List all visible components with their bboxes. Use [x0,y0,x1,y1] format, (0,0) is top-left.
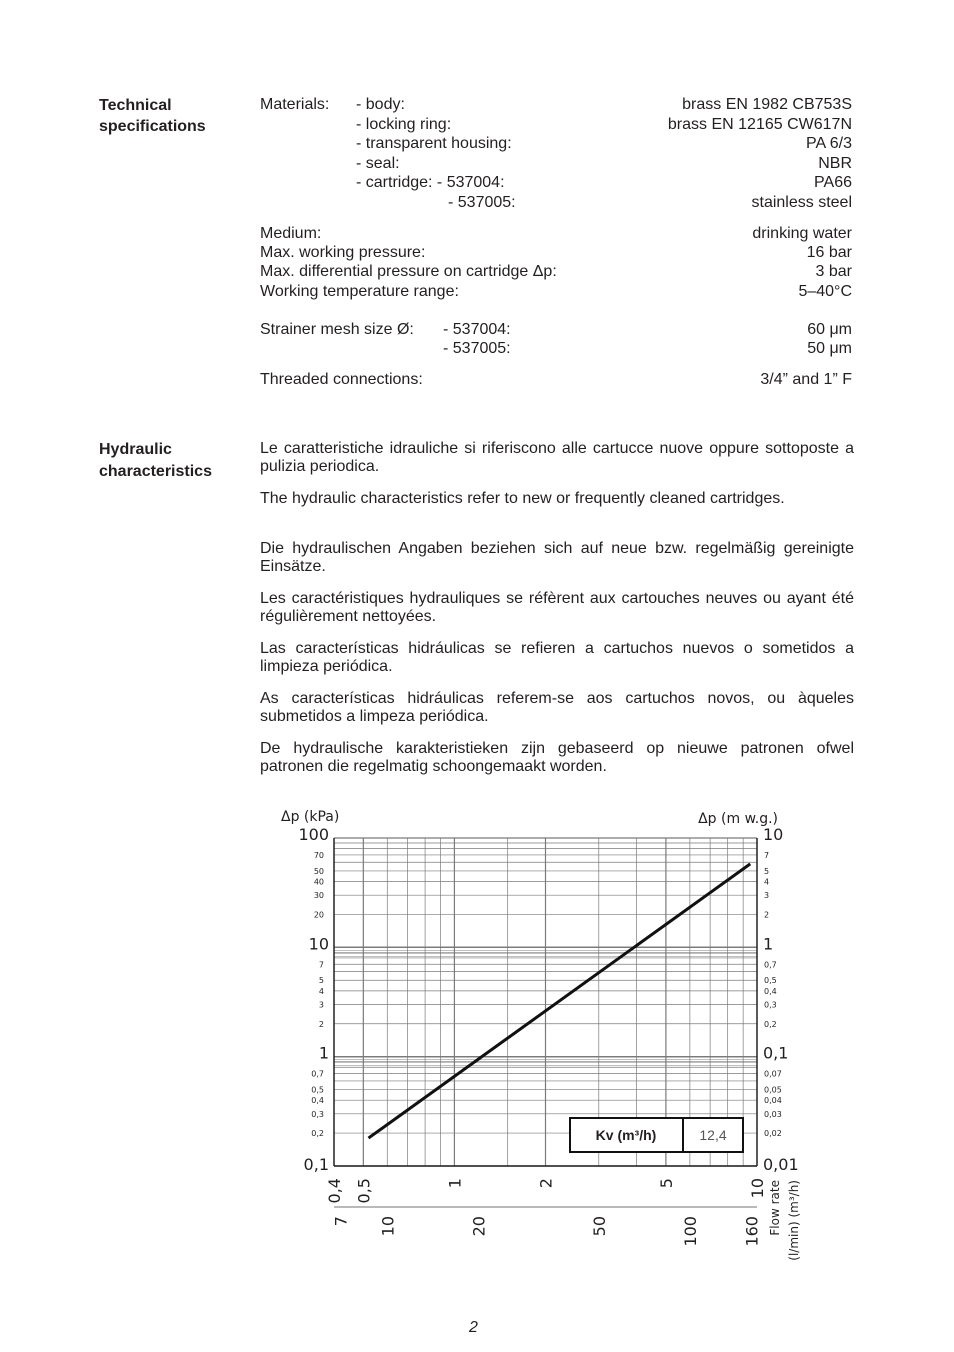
left-axis-title: Δp (kPa) [281,809,340,825]
param-value: 3 bar [815,263,852,280]
left-minor-tick-label: 70 [313,850,324,860]
left-minor-tick-label: 50 [313,866,324,876]
paragraph-italian: Le caratteristiche idrauliche si riferiscono alle cartucce nuove oppure sottoposte a pulizia periodica. [260,440,854,475]
left-major-tick-label: 100 [298,825,329,844]
x-tick-label-lmin: 50 [589,1216,609,1237]
paragraph-french: Les caractéristiques hydrauliques se réfèrent aux cartouches neuves ou ayant été régulièrement nettoyées. [260,590,854,625]
left-minor-tick-label: 0,2 [311,1129,324,1139]
param-value: drinking water [752,225,852,242]
materials-label: Materials: [260,96,330,113]
material-label: - locking ring: [356,116,452,133]
left-minor-tick-label: 0,4 [311,1096,324,1106]
right-minor-tick-label: 5 [764,866,770,876]
material-value: stainless steel [751,194,852,211]
right-minor-tick-label: 3 [764,891,770,901]
left-minor-tick-label: 0,5 [311,1085,324,1095]
chart-curve [368,864,750,1138]
param-label: Max. working pressure: [260,244,426,261]
section-title-line: specifications [99,118,206,135]
paragraph-german: Die hydraulischen Angaben beziehen sich auf neue bzw. regelmäßig gereinigte Einsätze. [260,540,854,575]
kv-value: 12,4 [699,1127,727,1143]
left-minor-tick-label: 7 [318,960,324,970]
material-label: - seal: [356,155,400,172]
right-major-tick-label: 0,1 [763,1043,789,1063]
left-minor-tick-label: 4 [318,986,324,996]
material-label: - body: [356,96,405,113]
x-tick-label-m3h: 5 [656,1178,676,1189]
material-value: PA66 [814,174,852,191]
x-tick-label-m3h: 2 [536,1178,556,1189]
right-major-tick-label: 10 [763,825,784,844]
x-tick-label-m3h: 0,5 [354,1178,374,1204]
right-minor-tick-label: 0,03 [764,1109,782,1119]
material-label: - transparent housing: [356,135,512,152]
section-title-line: characteristics [99,463,212,480]
paragraph-portuguese: As características hidráulicas referem-se aos cartuchos novos, ou àqueles submetidos a limpeza periódica. [260,690,854,725]
left-minor-tick-label: 30 [313,891,324,901]
right-minor-tick-label: 0,5 [764,976,777,986]
left-major-tick-label: 10 [308,934,329,954]
material-value: NBR [818,155,852,172]
right-axis-title: Δp (m w.g.) [698,811,778,827]
x-tick-label-lmin: 160 [742,1216,762,1247]
flow-axis-title: Flow rate [768,1180,782,1236]
right-minor-tick-label: 0,05 [764,1085,782,1095]
param-value: 16 bar [806,244,852,261]
right-major-tick-label: 0,01 [763,1155,799,1174]
strainer-value: 50 μm [807,340,852,357]
threaded-value: 3/4” and 1” F [760,371,852,388]
right-minor-tick-label: 0,7 [764,960,777,970]
right-minor-tick-label: 0,3 [764,1000,777,1010]
left-minor-tick-label: 40 [313,877,324,887]
x-tick-label-m3h: 1 [445,1178,465,1189]
paragraph-dutch: De hydraulische karakteristieken zijn gebaseerd op nieuwe patronen ofwel patronen die regelmatig schoongemaakt worden. [260,740,854,775]
right-minor-tick-label: 2 [764,910,770,920]
kv-box [570,1118,743,1152]
right-minor-tick-label: 0,04 [764,1096,782,1106]
left-minor-tick-label: 0,3 [311,1109,324,1119]
x-tick-label-lmin: 10 [378,1216,398,1237]
strainer-label: Strainer mesh size Ø: [260,321,414,338]
right-minor-tick-label: 0,2 [764,1019,777,1029]
strainer-value: 60 μm [807,321,852,338]
right-major-tick-label: 1 [763,934,774,954]
threaded-label: Threaded connections: [260,371,423,388]
strainer-code: - 537005: [443,340,511,357]
section-title-line: Hydraulic [99,441,172,458]
left-major-tick-label: 1 [318,1043,329,1063]
right-minor-tick-label: 0,02 [764,1129,782,1139]
material-value: PA 6/3 [806,135,852,152]
page-number: 2 [469,1319,478,1336]
right-minor-tick-label: 0,07 [764,1069,782,1079]
strainer-code: - 537004: [443,321,511,338]
paragraph-spanish: Las características hidráulicas se refieren a cartuchos nuevos o sometidos a limpieza periódica. [260,640,854,675]
param-value: 5–40°C [798,283,852,300]
left-minor-tick-label: 0,7 [311,1069,324,1079]
material-value: brass EN 1982 CB753S [682,96,852,113]
material-label: - 537005: [448,194,516,211]
flow-axis-units: (l/min) (m³/h) [787,1180,801,1261]
left-minor-tick-label: 2 [318,1019,324,1029]
x-tick-label-lmin: 20 [469,1216,489,1237]
param-label: Working temperature range: [260,283,459,300]
right-minor-tick-label: 7 [764,850,770,860]
kv-label: Kv (m³/h) [595,1127,657,1143]
paragraph-english: The hydraulic characteristics refer to new or frequently cleaned cartridges. [260,490,785,507]
right-minor-tick-label: 0,4 [764,986,777,996]
param-label: Medium: [260,225,322,242]
param-label: Max. differential pressure on cartridge Δp: [260,263,557,280]
section-title-line: Technical [99,97,172,114]
x-tick-label-lmin: 7 [331,1216,351,1227]
chart-labels [281,809,801,1261]
x-tick-label-lmin: 100 [680,1216,700,1247]
x-tick-label-m3h: 10 [748,1178,767,1199]
left-major-tick-label: 0,1 [303,1155,329,1174]
left-minor-tick-label: 20 [313,910,324,920]
left-minor-tick-label: 3 [318,1000,324,1010]
left-minor-tick-label: 5 [318,976,324,986]
material-value: brass EN 12165 CW617N [667,116,852,133]
right-minor-tick-label: 4 [764,877,770,887]
pressure-drop-line [368,864,750,1138]
material-label: - cartridge: - 537004: [356,174,505,191]
x-tick-label-m3h: 0,4 [325,1178,344,1204]
